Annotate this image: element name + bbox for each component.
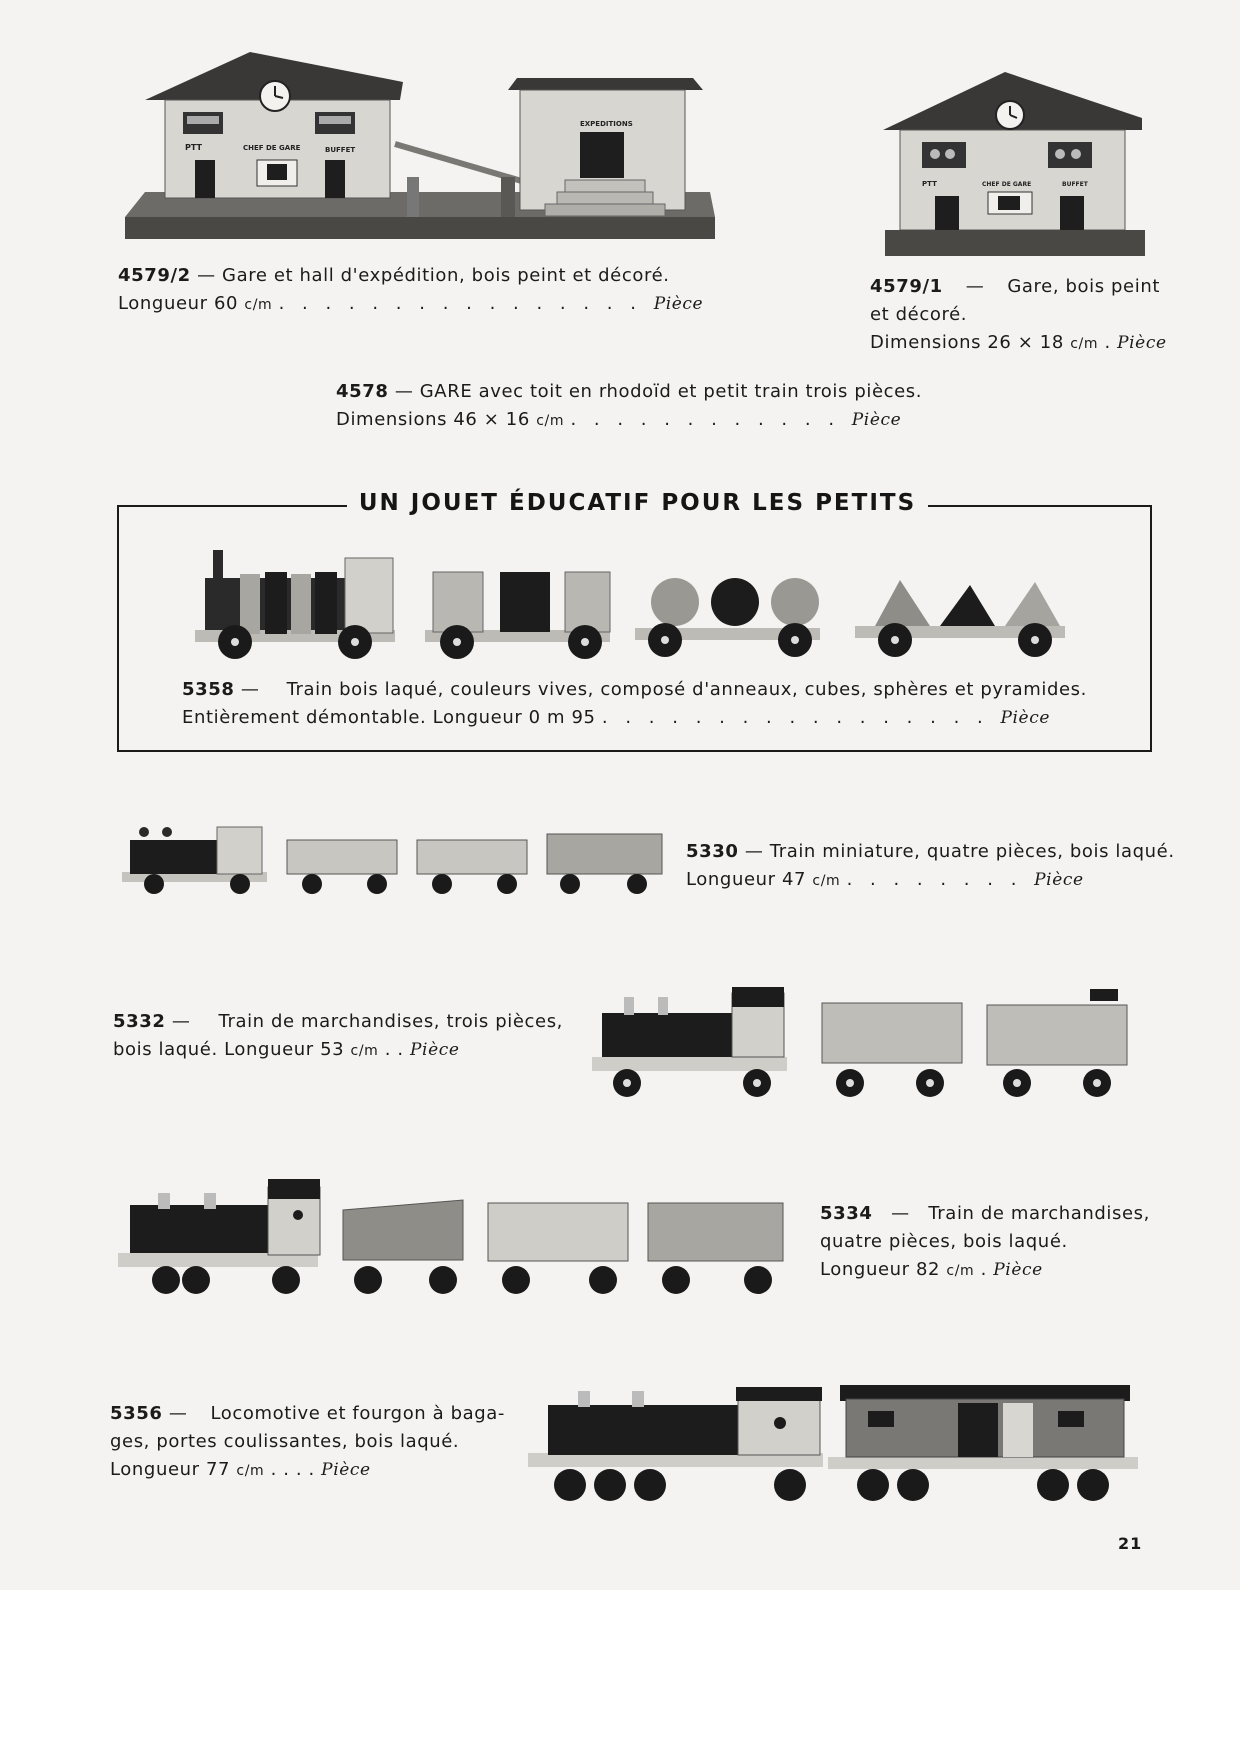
product-description-cont: ges, portes coulissantes, bois laqué. xyxy=(110,1431,460,1452)
page-number: 21 xyxy=(1118,1534,1143,1553)
product-dimensions: Longueur 77 xyxy=(110,1459,231,1480)
leader-dots: . xyxy=(980,1259,994,1280)
photo-5334 xyxy=(118,1175,788,1300)
page-margin xyxy=(0,1590,1240,1755)
price-label: Pièce xyxy=(410,1040,460,1060)
sign-buffet-2: BUFFET xyxy=(1062,181,1088,188)
caption-4578 xyxy=(336,378,936,435)
product-code: 5358 xyxy=(182,679,235,700)
sign-chef-de-gare-2: CHEF DE GARE xyxy=(982,181,1032,188)
sign-ptt: PTT xyxy=(185,143,202,152)
leader-dots: . xyxy=(1104,332,1118,353)
caption-5330 xyxy=(686,838,1175,895)
sign-chef-de-gare: CHEF DE GARE xyxy=(243,144,301,152)
leader-dots: . . . . . . . . xyxy=(846,869,1035,890)
photo-5358 xyxy=(195,550,1075,665)
price-label: Pièce xyxy=(653,294,704,314)
sign-ptt-2: PTT xyxy=(922,180,937,188)
photo-4579-2 xyxy=(125,52,715,252)
price-label: Pièce xyxy=(851,410,902,430)
caption-5356 xyxy=(110,1400,505,1485)
dash: — xyxy=(744,841,770,862)
product-code: 4579/1 xyxy=(870,276,943,297)
dash: — xyxy=(162,1403,188,1424)
sign-buffet: BUFFET xyxy=(325,146,356,154)
dash: — xyxy=(234,679,260,700)
dash: — xyxy=(165,1011,191,1032)
dash: — xyxy=(891,1203,910,1224)
product-dimensions: Longueur 47 xyxy=(686,869,807,890)
product-description: Train miniature, quatre pièces, bois laqué. xyxy=(769,841,1175,862)
price-label: Pièce xyxy=(1000,708,1050,728)
product-dimensions: Dimensions 26 × 18 xyxy=(870,332,1064,353)
caption-5334 xyxy=(820,1200,1150,1285)
unit-label: c/m xyxy=(350,1043,379,1059)
sign-expeditions: EXPEDITIONS xyxy=(580,120,633,128)
unit-label: c/m xyxy=(536,413,565,429)
price-label: Pièce xyxy=(1117,333,1167,353)
caption-5332 xyxy=(113,1008,563,1065)
caption-4579-2 xyxy=(118,262,713,319)
leader-dots: . . xyxy=(384,1039,411,1060)
price-label: Pièce xyxy=(321,1460,371,1480)
product-description: Train bois laqué, couleurs vives, composé d'anneaux, cubes, sphères et pyramides. xyxy=(286,679,1087,700)
product-description: Gare, bois peint xyxy=(1007,276,1160,297)
product-description: Locomotive et fourgon à baga- xyxy=(210,1403,505,1424)
dash: — xyxy=(965,276,985,297)
caption-4579-1 xyxy=(870,273,1167,358)
product-code: 4578 xyxy=(336,381,389,402)
product-dimensions: Longueur 82 xyxy=(820,1259,941,1280)
section-title: UN JOUET ÉDUCATIF POUR LES PETITS xyxy=(358,490,917,516)
unit-label: c/m xyxy=(1070,336,1099,352)
product-code: 5332 xyxy=(113,1011,166,1032)
price-label: Pièce xyxy=(1034,870,1084,890)
price-label: Pièce xyxy=(993,1260,1043,1280)
unit-label: c/m xyxy=(236,1463,265,1479)
dash: — xyxy=(394,381,420,402)
leader-dots: . . . . . . . . . . . . . . . . . xyxy=(601,707,1001,728)
leader-dots: . . . . . . . . . . . . xyxy=(570,409,852,430)
product-code: 5334 xyxy=(820,1203,873,1224)
product-description: Train de marchandises, trois pièces, xyxy=(218,1011,563,1032)
product-description-cont: et décoré. xyxy=(870,304,968,325)
caption-5358 xyxy=(182,676,1087,732)
unit-label: c/m xyxy=(946,1263,975,1279)
product-code: 4579/2 xyxy=(118,265,191,286)
product-dimensions: bois laqué. Longueur 53 xyxy=(113,1039,345,1060)
dash: — xyxy=(197,265,223,286)
product-description: Gare et hall d'expédition, bois peint et décoré. xyxy=(222,265,670,286)
leader-dots: . . . . xyxy=(270,1459,322,1480)
unit-label: c/m xyxy=(244,297,273,313)
product-description-cont: Entièrement démontable. Longueur 0 m 95 xyxy=(182,707,596,728)
photo-5332 xyxy=(592,985,1147,1100)
photo-5330 xyxy=(122,822,667,897)
product-code: 5356 xyxy=(110,1403,163,1424)
product-dimensions: Longueur 60 xyxy=(118,293,239,314)
product-dimensions: Dimensions 46 × 16 xyxy=(336,409,530,430)
leader-dots: . . . . . . . . . . . . . . . . xyxy=(278,293,654,314)
photo-5356 xyxy=(528,1385,1143,1505)
photo-4579-1 xyxy=(880,70,1150,260)
product-code: 5330 xyxy=(686,841,739,862)
unit-label: c/m xyxy=(812,873,841,889)
product-description: Train de marchandises, xyxy=(928,1203,1150,1224)
product-description-cont: quatre pièces, bois laqué. xyxy=(820,1231,1068,1252)
product-description: GARE avec toit en rhodoïd et petit train trois pièces. xyxy=(419,381,923,402)
